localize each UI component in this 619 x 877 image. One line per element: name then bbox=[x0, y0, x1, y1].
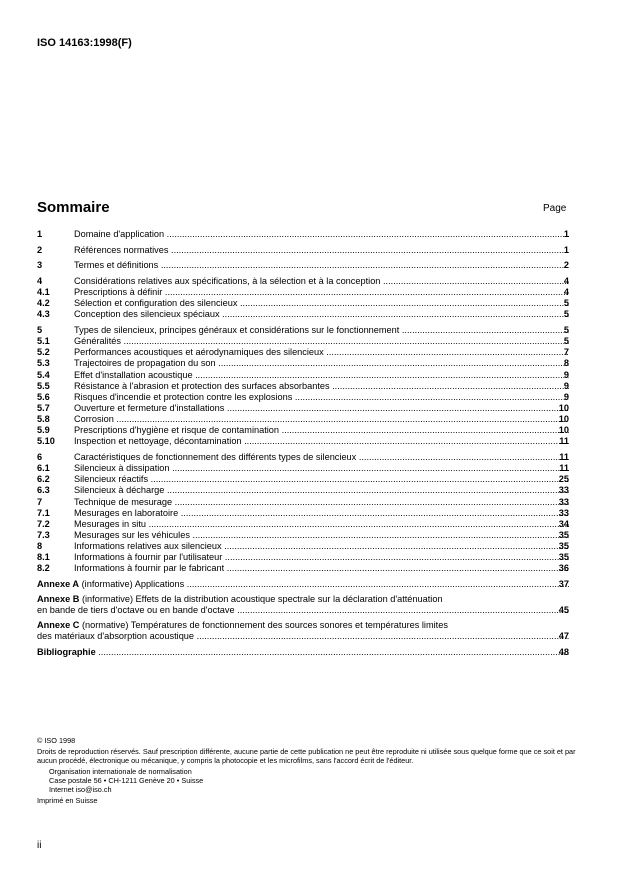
toc-entry-title: Effet d'installation acoustique ..... bbox=[74, 370, 569, 381]
toc-entry-page: 4 bbox=[563, 287, 569, 298]
toc-entry-number: 3 bbox=[37, 260, 43, 271]
toc-entry-title: Ouverture et fermeture d'installations ..... bbox=[74, 403, 569, 414]
organization-name: Organisation internationale de normalisation bbox=[49, 767, 192, 776]
toc-entry[interactable] bbox=[37, 541, 569, 552]
toc-entry-page: 10 bbox=[558, 414, 569, 425]
annex-label: Annexe A bbox=[37, 579, 80, 590]
toc-entry-page: 35 bbox=[558, 552, 569, 563]
toc-entry-title: Prescriptions à définir ..... bbox=[74, 287, 569, 298]
toc-entry-page: 11 bbox=[559, 452, 569, 463]
toc-entry[interactable] bbox=[37, 381, 569, 392]
toc-entry-page: 36 bbox=[558, 563, 569, 574]
toc-entry-page: 11 bbox=[559, 436, 569, 447]
toc-entry-title: Résistance à l'abrasion et protection des surfaces absorbantes ..... bbox=[74, 381, 569, 392]
toc-entry-title: Silencieux à décharge ..... bbox=[74, 485, 569, 496]
toc-entry[interactable] bbox=[37, 425, 569, 436]
annex-title-line: (normative) Températures de fonctionnement des sources sonores et températures limites bbox=[81, 620, 448, 631]
toc-entry-title: Inspection et nettoyage, décontamination ..... bbox=[74, 436, 569, 447]
toc-entry[interactable] bbox=[37, 563, 569, 574]
toc-entry[interactable] bbox=[37, 403, 569, 414]
toc-entry[interactable] bbox=[37, 325, 569, 336]
toc-entry-number: 5.8 bbox=[37, 414, 50, 425]
toc-entry-title: Mesurages sur les véhicules ..... bbox=[74, 530, 569, 541]
toc-entry-page: 5 bbox=[563, 336, 569, 347]
toc-entry-page: 9 bbox=[563, 380, 569, 391]
toc-entry-page: 33 bbox=[558, 485, 569, 496]
toc-entry-page: 25 bbox=[558, 474, 569, 485]
toc-entry-page: 35 bbox=[558, 541, 569, 552]
toc-entry[interactable] bbox=[37, 452, 569, 463]
toc-entry-number: 5.1 bbox=[37, 336, 50, 347]
toc-entry[interactable] bbox=[37, 370, 569, 381]
toc-entry-title: Trajectoires de propagation du son ..... bbox=[74, 358, 569, 369]
toc-entry-number: 4.3 bbox=[37, 309, 50, 320]
toc-entry[interactable] bbox=[37, 530, 569, 541]
toc-entry-page: 10 bbox=[558, 425, 569, 436]
toc-entry[interactable] bbox=[37, 485, 569, 496]
page-column-label: Page bbox=[543, 203, 567, 214]
toc-entry-number: 4.2 bbox=[37, 298, 50, 309]
toc-entry[interactable] bbox=[37, 260, 569, 271]
toc-entry-number: 5.4 bbox=[37, 369, 50, 380]
internet-address: Internet iso@iso.ch bbox=[49, 785, 112, 794]
toc-entry-title: Prescriptions d'hygiène et risque de contamination ..... bbox=[74, 425, 569, 436]
toc-entry-title: Sélection et configuration des silencieux ..... bbox=[74, 298, 569, 309]
toc-entry[interactable] bbox=[37, 497, 569, 508]
annex-page: 45 bbox=[558, 605, 569, 616]
toc-entry-number: 5.5 bbox=[37, 380, 50, 391]
toc-entry-page: 11 bbox=[559, 463, 569, 474]
annex-title-line: (informative) Effets de la distribution acoustique spectrale sur la déclaration d'atténuation bbox=[81, 594, 443, 605]
annex-label: Annexe C bbox=[37, 620, 80, 631]
toc-entry-page: 9 bbox=[563, 391, 569, 402]
toc-entry-number: 5 bbox=[37, 324, 43, 335]
toc-entry-page: 4 bbox=[563, 275, 569, 286]
toc-entry-page: 5 bbox=[563, 309, 569, 320]
toc-entry[interactable] bbox=[37, 519, 569, 530]
toc-entry[interactable] bbox=[37, 552, 569, 563]
annex-entry[interactable] bbox=[37, 647, 569, 658]
copyright-block bbox=[37, 736, 582, 805]
toc-entry-title: Mesurages in situ ..... bbox=[74, 519, 569, 530]
toc-entry-number: 5.9 bbox=[37, 425, 50, 436]
toc-entry-page: 1 bbox=[563, 244, 569, 255]
toc-entry-title: Caractéristiques de fonctionnement des différents types de silencieux ..... bbox=[74, 452, 569, 463]
toc-entry[interactable] bbox=[37, 414, 569, 425]
toc-entry-number: 7.2 bbox=[37, 518, 50, 529]
toc-entry-number: 5.10 bbox=[37, 436, 55, 447]
annex-entry[interactable] bbox=[37, 620, 569, 642]
toc-entry-title: Risques d'incendie et protection contre les explosions ..... bbox=[74, 392, 569, 403]
toc-entry-number: 1 bbox=[37, 229, 43, 239]
toc-entry[interactable] bbox=[37, 287, 569, 298]
toc-title: Sommaire bbox=[37, 199, 110, 216]
toc-entry-number: 6.3 bbox=[37, 485, 50, 496]
table-of-contents bbox=[37, 229, 569, 657]
toc-entry-page: 33 bbox=[558, 507, 569, 518]
toc-entry-page: 10 bbox=[558, 402, 569, 413]
toc-entry-title: Corrosion ..... bbox=[74, 414, 569, 425]
toc-entry[interactable] bbox=[37, 245, 569, 256]
toc-entry-number: 7.3 bbox=[37, 530, 50, 541]
toc-entry-page: 7 bbox=[563, 347, 569, 358]
toc-entry-number: 7.1 bbox=[37, 507, 50, 518]
toc-entry-title: Informations à fournir par l'utilisateur ..... bbox=[74, 552, 569, 563]
toc-entry-number: 6.1 bbox=[37, 463, 50, 474]
toc-entry-title: Conception des silencieux spéciaux ..... bbox=[74, 309, 569, 320]
annex-entry[interactable] bbox=[37, 579, 569, 590]
toc-entry-title: Informations à fournir par le fabricant ..... bbox=[74, 563, 569, 574]
toc-entry-page: 2 bbox=[563, 260, 569, 271]
toc-entry[interactable] bbox=[37, 347, 569, 358]
toc-entry-title: Mesurages en laboratoire ..... bbox=[74, 508, 569, 519]
toc-entry-number: 6.2 bbox=[37, 474, 50, 485]
toc-entry[interactable] bbox=[37, 508, 569, 519]
toc-entry-page: 34 bbox=[558, 518, 569, 529]
toc-entry[interactable] bbox=[37, 358, 569, 369]
annex-page: 37 bbox=[558, 579, 569, 590]
annex-label: Bibliographie bbox=[37, 646, 96, 657]
toc-entry-title: Références normatives ..... bbox=[74, 245, 569, 256]
toc-entry-title: Généralités ..... bbox=[74, 336, 569, 347]
toc-entry-page: 5 bbox=[563, 298, 569, 309]
toc-entry-number: 4 bbox=[37, 275, 43, 286]
toc-entry[interactable] bbox=[37, 474, 569, 485]
annex-title-line: (informative) Applications bbox=[81, 579, 185, 590]
toc-entry-number: 5.2 bbox=[37, 347, 50, 358]
toc-entry-page: 9 bbox=[563, 369, 569, 380]
annex-title-line: des matériaux d'absorption acoustique ..... bbox=[37, 631, 569, 642]
toc-entry-page: 33 bbox=[558, 496, 569, 507]
annex-page: 48 bbox=[558, 646, 569, 657]
toc-entry[interactable] bbox=[37, 276, 569, 287]
annex-page: 47 bbox=[558, 631, 569, 642]
toc-entry-title: Silencieux à dissipation ..... bbox=[74, 463, 569, 474]
copyright-line: © ISO 1998 bbox=[37, 736, 76, 745]
printed-in: Imprimé en Suisse bbox=[37, 796, 98, 805]
toc-entry[interactable] bbox=[37, 392, 569, 403]
annex-entry[interactable] bbox=[37, 594, 569, 616]
toc-entry-number: 5.7 bbox=[37, 402, 50, 413]
toc-entry-page: 8 bbox=[563, 358, 569, 369]
toc-entry-number: 6 bbox=[37, 452, 43, 463]
toc-entry[interactable] bbox=[37, 298, 569, 309]
page-number: ii bbox=[37, 840, 42, 851]
toc-entry[interactable] bbox=[37, 309, 569, 320]
toc-entry[interactable] bbox=[37, 336, 569, 347]
toc-entry-page: 1 bbox=[563, 229, 569, 239]
toc-entry[interactable] bbox=[37, 436, 569, 447]
annex-label: Annexe B bbox=[37, 594, 80, 605]
postal-address: Case postale 56 • CH-1211 Genève 20 • Suisse bbox=[49, 776, 204, 785]
toc-entry-title: Informations relatives aux silencieux ..... bbox=[74, 541, 569, 552]
rights-statement: Droits de reproduction réservés. Sauf prescription différente, aucune partie de cette publication ne peut être reproduite ni utilisée sous quelque forme que ce soit et par aucun procédé, électronique ou mécanique, y compris la photocopie et les microfilms, sans l'accord écrit de l'éditeur. bbox=[37, 747, 576, 765]
toc-entry-title: Domaine d'application ..... bbox=[74, 229, 569, 240]
toc-entry-title: Types de silencieux, principes généraux et considérations sur le fonctionnement ..... bbox=[74, 325, 569, 336]
toc-entry-page: 35 bbox=[558, 530, 569, 541]
document-id: ISO 14163:1998(F) bbox=[37, 37, 132, 49]
toc-entry-number: 4.1 bbox=[37, 287, 50, 298]
toc-entry-number: 8.1 bbox=[37, 552, 50, 563]
toc-entry-number: 7 bbox=[37, 496, 43, 507]
toc-entry-number: 8.2 bbox=[37, 563, 50, 574]
toc-entry-number: 2 bbox=[37, 244, 43, 255]
toc-entry-title: Termes et définitions ..... bbox=[74, 260, 569, 271]
toc-entry-title: Silencieux réactifs ..... bbox=[74, 474, 569, 485]
toc-entry-title: Technique de mesurage ..... bbox=[74, 497, 569, 508]
toc-entry[interactable] bbox=[37, 229, 569, 240]
toc-entry[interactable] bbox=[37, 463, 569, 474]
annex-title-line: en bande de tiers d'octave ou en bande d'octave ..... bbox=[37, 605, 569, 616]
toc-entry-page: 5 bbox=[563, 324, 569, 335]
toc-entry-title: Considérations relatives aux spécifications, à la sélection et à la conception ..... bbox=[74, 276, 569, 287]
toc-entry-number: 5.6 bbox=[37, 391, 50, 402]
toc-entry-number: 5.3 bbox=[37, 358, 50, 369]
toc-entry-title: Performances acoustiques et aérodynamiques des silencieux ..... bbox=[74, 347, 569, 358]
toc-entry-number: 8 bbox=[37, 541, 43, 552]
